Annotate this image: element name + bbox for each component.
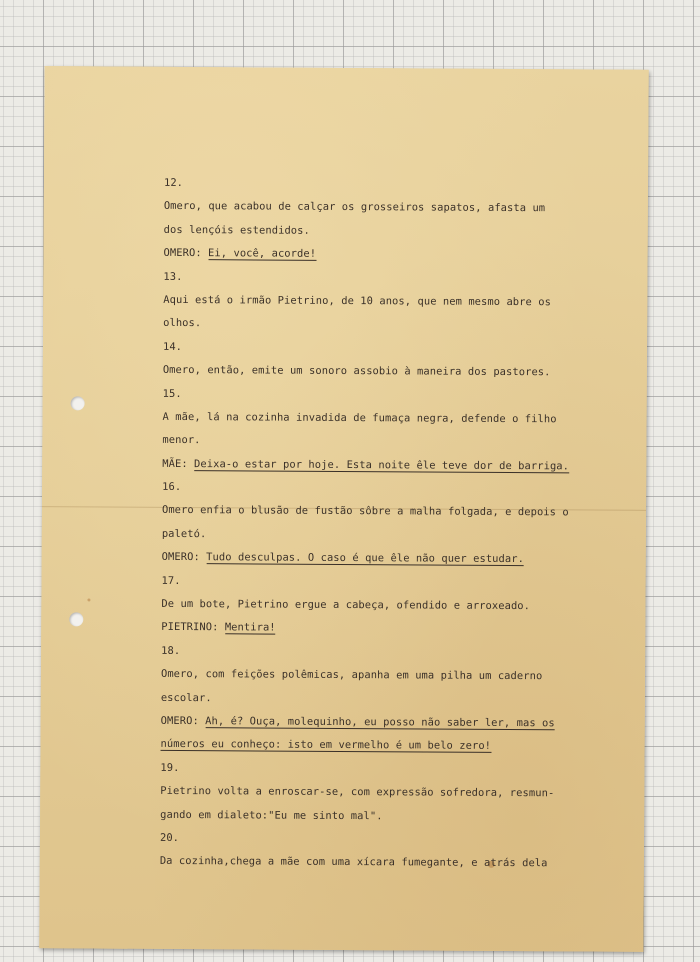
line-text: Omero, que acabou de calçar os grosseiros sapatos, afasta um xyxy=(163,200,546,215)
punch-hole xyxy=(71,396,85,410)
line-text: 13. xyxy=(163,270,183,283)
underlined-dialogue: Ah, é? Ouça, molequinho, eu posso não saber ler, mas os xyxy=(205,715,555,730)
line-text: menor. xyxy=(162,434,201,447)
text-line xyxy=(163,312,593,338)
text-line xyxy=(161,593,591,619)
line-text: OMERO: xyxy=(161,551,207,564)
line-text: Da cozinha,chega a mãe com uma xícara fumegante, e atrás dela xyxy=(159,855,548,870)
line-text: Omero, então, emite um sonoro assobio à maneira dos pastores. xyxy=(162,364,551,379)
text-line xyxy=(162,476,592,502)
text-line xyxy=(160,850,590,876)
text-line xyxy=(164,219,594,245)
text-line xyxy=(162,453,592,479)
line-text: olhos. xyxy=(163,317,202,330)
line-text: Aqui está o irmão Pietrino, de 10 anos, que nem mesmo abre os xyxy=(163,293,552,309)
text-line xyxy=(163,336,593,362)
punch-hole xyxy=(69,612,83,626)
text-line xyxy=(161,663,591,689)
line-text: 14. xyxy=(162,340,183,353)
text-line xyxy=(161,640,591,666)
underlined-dialogue: Deixa-o estar por hoje. Esta noite êle teve dor de barriga. xyxy=(194,457,570,473)
text-line xyxy=(161,570,591,596)
line-text: PIETRINO: xyxy=(161,621,225,634)
script-text xyxy=(160,172,594,876)
line-text: 12. xyxy=(163,176,184,190)
line-text: gando em dialeto:"Eu me sinto mal". xyxy=(160,808,383,822)
line-text: A mãe, lá na cozinha invadida de fumaça negra, defende o filho xyxy=(162,410,557,426)
line-text: 19. xyxy=(160,761,180,774)
text-line xyxy=(161,710,591,736)
text-line xyxy=(160,780,590,806)
line-text: 16. xyxy=(162,480,182,494)
line-text: Omero enfia o blusão de fustão sôbre a malha folgada, e depois o xyxy=(161,504,569,519)
line-text: escolar. xyxy=(160,691,212,704)
text-line xyxy=(160,827,590,853)
underlined-dialogue: Ei, você, acorde! xyxy=(208,247,317,260)
paper-stain xyxy=(87,598,90,601)
text-line xyxy=(160,803,590,829)
text-line xyxy=(163,289,593,315)
line-text: 20. xyxy=(159,831,180,844)
text-line xyxy=(162,546,592,572)
text-line xyxy=(163,359,593,385)
text-line xyxy=(163,242,593,268)
line-text: De um bote, Pietrino ergue a cabeça, ofendido e arroxeado. xyxy=(161,597,531,613)
text-line xyxy=(163,382,593,408)
line-text: paletó. xyxy=(161,527,207,541)
line-text: Pietrino volta a enroscar-se, com expressão sofredora, resmun- xyxy=(160,785,555,800)
line-text: MÃE: xyxy=(162,457,195,470)
text-line xyxy=(162,499,592,525)
text-line xyxy=(162,406,592,432)
text-line xyxy=(160,733,590,759)
text-line xyxy=(162,523,592,549)
text-line xyxy=(164,195,594,221)
line-text: 15. xyxy=(162,387,182,400)
underlined-dialogue: Mentira! xyxy=(224,621,276,635)
text-line xyxy=(164,172,594,198)
line-text: 17. xyxy=(161,574,181,587)
underlined-dialogue: Tudo desculpas. O caso é que êle não quer estudar. xyxy=(206,551,525,566)
line-text: OMERO: xyxy=(160,714,206,728)
line-text: Omero, com feições polêmicas, apanha em uma pilha um caderno xyxy=(160,668,543,683)
text-line xyxy=(162,429,592,455)
text-line xyxy=(161,616,591,642)
text-line xyxy=(163,265,593,291)
underlined-dialogue: números eu conheço: isto em vermelho é um belo zero! xyxy=(160,738,492,753)
line-text: dos lençóis estendidos. xyxy=(163,223,310,237)
text-line xyxy=(161,686,591,712)
text-line xyxy=(160,757,590,783)
line-text: 18. xyxy=(161,644,181,657)
line-text: OMERO: xyxy=(163,247,209,260)
typewritten-page xyxy=(39,66,648,952)
